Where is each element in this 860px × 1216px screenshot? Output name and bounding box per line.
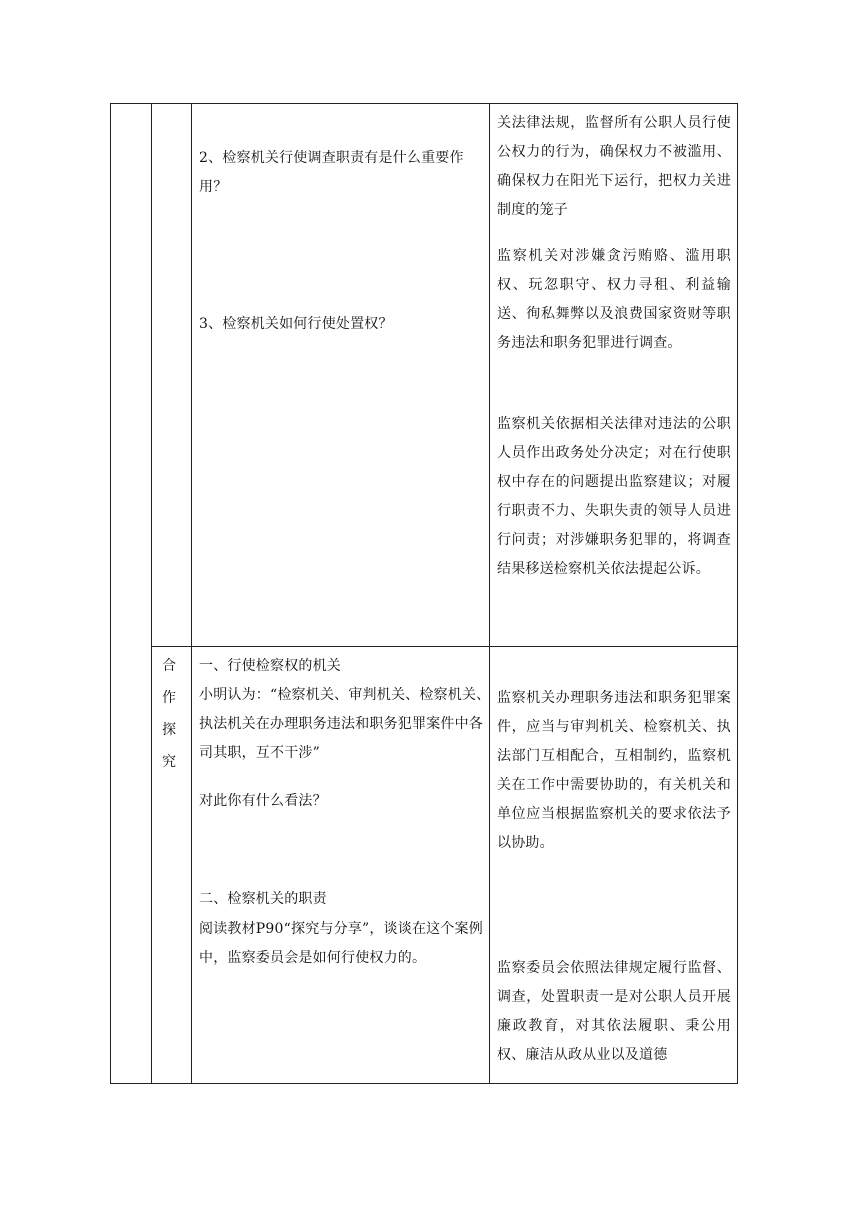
question-text: 阅读教材P90“探究与分享”，谈谈在这个案例中，监察委员会是如何行使权力的。 bbox=[199, 921, 483, 966]
lesson-table bbox=[110, 103, 738, 1084]
answer-2: 监察机关对涉嫌贪污贿赂、滥用职权、玩忽职守、权力寻租、利益输送、徇私舞弊以及浪费国家资财等职务违法和职务犯罪进行调查。 bbox=[497, 248, 731, 351]
section-label-char: 究 bbox=[162, 754, 176, 770]
section-label-char: 探 bbox=[162, 722, 176, 738]
column-divider bbox=[151, 104, 152, 1083]
section-label-char: 合 bbox=[162, 658, 176, 674]
subheading-1: 一、行使检察权的机关 bbox=[199, 658, 341, 674]
section-label-cooperative-inquiry bbox=[158, 650, 180, 778]
question-3: 3、检察机关如何行使处置权？ bbox=[199, 316, 393, 332]
row-divider bbox=[151, 646, 737, 647]
question-2: 2、检察机关行使调查职责有是什么重要作用？ bbox=[199, 150, 464, 195]
answer-1: 关法律法规，监督所有公职人员行使公权力的行为，确保权力不被滥用、确保权力在阳光下运行，把权力关进制度的笼子 bbox=[497, 115, 731, 218]
column-divider bbox=[191, 104, 192, 1083]
question-text: 小明认为：“检察机关、审判机关、检察机关、执法机关在办理职务违法和职务犯罪案件中各司其职，互不干涉” bbox=[199, 687, 491, 761]
answer-4: 监察机关办理职务违法和职务犯罪案件，应当与审判机关、检察机关、执法部门互相配合，互相制约，监察机关在工作中需要协助的，有关机关和单位应当根据监察机关的要求依法予以协助。 bbox=[497, 690, 731, 851]
answer-5: 监察委员会依照法律规定履行监督、调查，处置职责一是对公职人员开展廉政教育，对其依法履职、秉公用权、廉洁从政从业以及道德 bbox=[497, 960, 731, 1063]
subheading-2: 二、检察机关的职责 bbox=[199, 891, 327, 907]
question-text: 对此你有什么看法？ bbox=[199, 793, 327, 809]
answer-3: 监察机关依据相关法律对违法的公职人员作出政务处分决定；对在行使职权中存在的问题提出监察建议；对履行职责不力、失职失责的领导人员进行问责；对涉嫌职务犯罪的，将调查结果移送检察机关依法提起公诉。 bbox=[497, 416, 731, 577]
section-label-char: 作 bbox=[162, 690, 176, 706]
